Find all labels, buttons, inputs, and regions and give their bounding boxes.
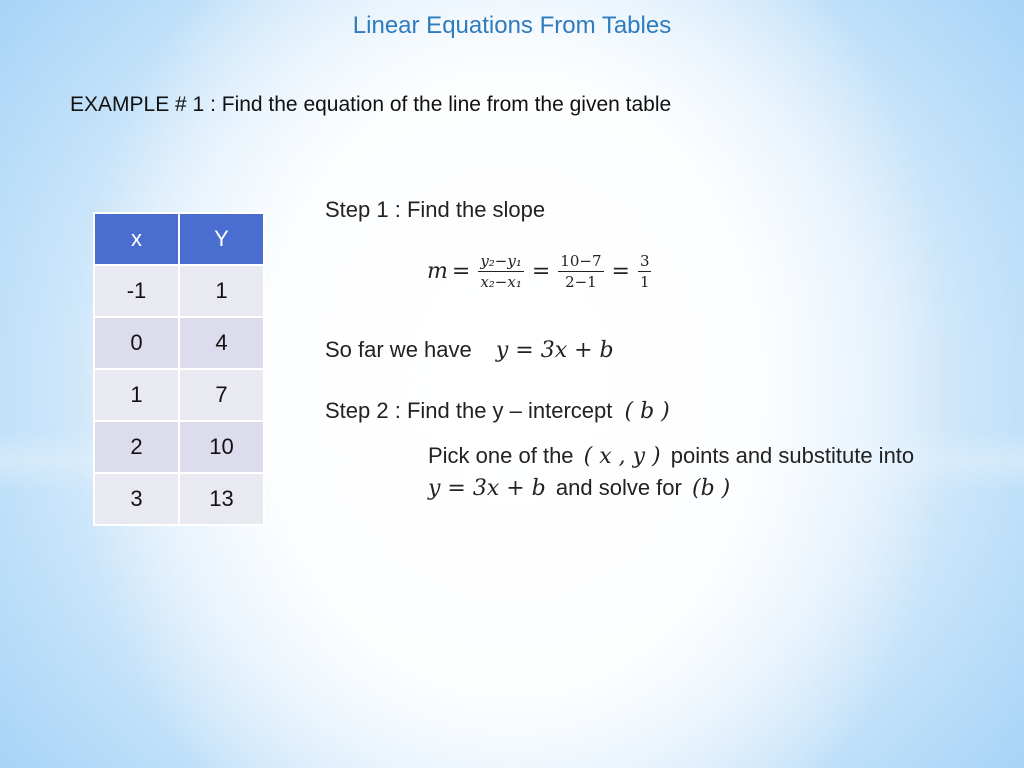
slope-formula (427, 252, 655, 291)
step2-label: Step 2 : Find the y – intercept (325, 398, 613, 423)
cell-x: 3 (94, 473, 179, 525)
table-row (94, 265, 264, 317)
column-header-y: Y (179, 213, 264, 265)
fraction-denominator: 2−1 (565, 273, 597, 291)
column-header-x: x (94, 213, 179, 265)
table-row (94, 369, 264, 421)
so-far-line (325, 337, 614, 363)
cell-x: 1 (94, 369, 179, 421)
example-heading: EXAMPLE # 1 : Find the equation of the line from the given table (70, 93, 672, 116)
cell-y: 4 (179, 317, 264, 369)
fraction-denominator: x₂−x₁ (480, 273, 522, 291)
slope-fraction-values (558, 252, 603, 291)
cell-y: 13 (179, 473, 264, 525)
so-far-equation: y = 3x + b (495, 338, 614, 363)
step2-variable: ( b ) (624, 399, 670, 424)
equals-sign: = (611, 259, 630, 284)
slope-fraction-result (638, 252, 652, 291)
cell-x: -1 (94, 265, 179, 317)
slide-title: Linear Equations From Tables (352, 12, 672, 39)
cell-y: 7 (179, 369, 264, 421)
slope-symbol: m (427, 259, 448, 284)
table-row (94, 473, 264, 525)
fraction-numerator: 3 (639, 252, 650, 270)
cell-y: 10 (179, 421, 264, 473)
solve-variable: (b ) (691, 476, 731, 501)
equals-sign: = (451, 259, 471, 284)
values-table (93, 212, 265, 526)
pick-text-end: points and substitute into (670, 443, 915, 468)
solve-line (428, 475, 730, 501)
cell-x: 2 (94, 421, 179, 473)
step2-line (325, 398, 670, 424)
step1-label: Step 1 : Find the slope (325, 197, 546, 222)
pick-point-line (428, 443, 914, 469)
cell-x: 0 (94, 317, 179, 369)
substitute-equation: y = 3x + b (428, 476, 546, 501)
fraction-denominator: 1 (639, 273, 650, 291)
point-notation: ( x , y ) (583, 444, 661, 469)
table-row (94, 421, 264, 473)
slope-fraction-general (478, 252, 524, 291)
table-row (94, 317, 264, 369)
cell-y: 1 (179, 265, 264, 317)
table-header-row (94, 213, 264, 265)
fraction-numerator: y₂−y₁ (480, 252, 522, 270)
pick-text-start: Pick one of the (428, 443, 574, 468)
equals-sign: = (531, 259, 551, 284)
solve-text: and solve for (555, 475, 682, 500)
fraction-numerator: 10−7 (560, 252, 602, 270)
so-far-label: So far we have (325, 337, 472, 362)
